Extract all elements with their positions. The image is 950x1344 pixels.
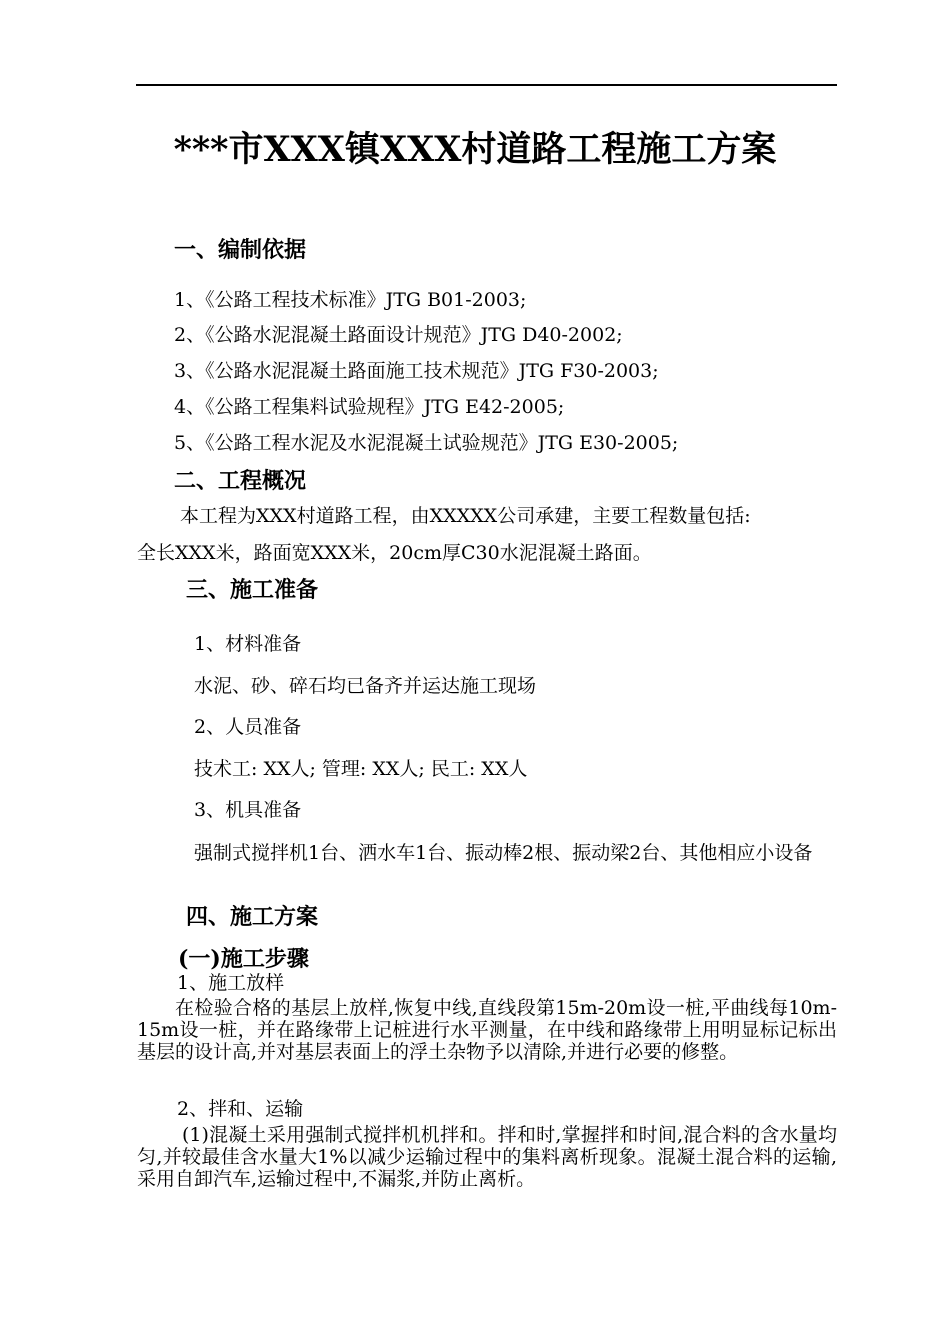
- prep-equipment-heading: 3、机具准备: [194, 799, 302, 821]
- section-2-heading: 二、工程概况: [174, 468, 307, 494]
- overview-line-1: 本工程为XXX村道路工程，由XXXXX公司承建，主要工程数量包括:: [180, 505, 751, 527]
- section-3-heading: 三、施工准备: [186, 577, 319, 603]
- prep-material-text: 水泥、砂、碎石均已备齐并运达施工现场: [194, 675, 537, 697]
- document-title: ***市XXX镇XXX村道路工程施工方案: [173, 129, 777, 170]
- step-1-heading: 1、施工放样: [177, 972, 285, 994]
- header-rule: [136, 84, 837, 86]
- step-2-heading: 2、拌和、运输: [177, 1098, 304, 1120]
- construction-steps-heading: (一)施工步骤: [178, 946, 309, 972]
- prep-staff-heading: 2、人员准备: [194, 716, 302, 738]
- prep-material-heading: 1、材料准备: [194, 633, 302, 655]
- step-2-text: (1)混凝土采用强制式搅拌机机拌和。拌和时,掌握拌和时间,混合料的含水量均匀,并较最佳含水量大1%以减少运输过程中的集料离析现象。混凝土混合料的运输,采用自卸汽车,运输过程中,不漏浆,并防止离析。: [137, 1124, 837, 1191]
- reference-item-3: 3、《公路水泥混凝土路面施工技术规范》JTG F30-2003;: [174, 360, 659, 382]
- overview-line-2: 全长XXX米，路面宽XXX米，20cm厚C30水泥混凝土路面。: [137, 542, 652, 564]
- reference-item-4: 4、《公路工程集料试验规程》JTG E42-2005;: [174, 396, 565, 418]
- reference-item-1: 1、《公路工程技术标准》JTG B01-2003;: [174, 289, 527, 311]
- section-4-heading: 四、施工方案: [186, 904, 319, 930]
- reference-item-5: 5、《公路工程水泥及水泥混凝土试验规范》JTG E30-2005;: [174, 432, 679, 454]
- prep-equipment-text: 强制式搅拌机1台、洒水车1台、振动棒2根、振动梁2台、其他相应小设备: [194, 842, 813, 864]
- step-1-text: 在检验合格的基层上放样,恢复中线,直线段第15m-20m设一桩,平曲线每10m-15m设一桩，并在路缘带上记桩进行水平测量，在中线和路缘带上用明显标记标出基层的设计高,并对基层表面上的浮土杂物予以清除,并进行必要的修整。: [137, 997, 837, 1064]
- section-1-heading: 一、编制依据: [174, 237, 307, 263]
- prep-staff-text: 技术工: XX人; 管理: XX人; 民工: XX人: [194, 758, 528, 780]
- reference-item-2: 2、《公路水泥混凝土路面设计规范》JTG D40-2002;: [174, 324, 623, 346]
